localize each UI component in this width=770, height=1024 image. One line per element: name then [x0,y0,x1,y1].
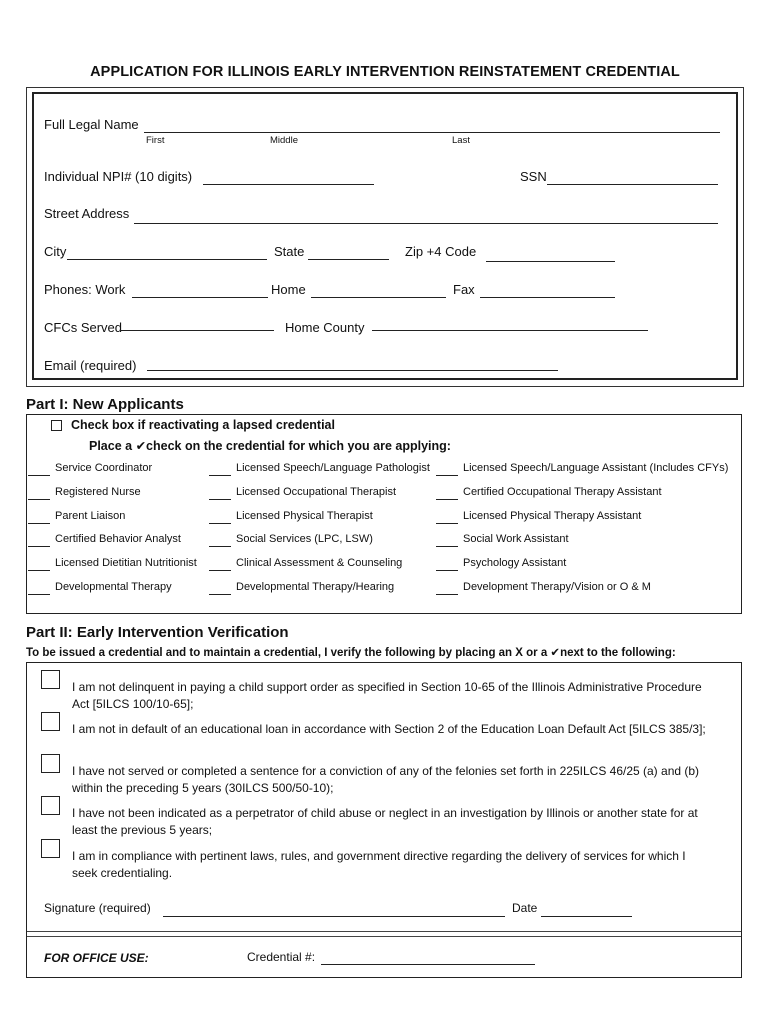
street-field[interactable] [134,223,718,224]
city-label: City [44,244,67,259]
verification-statement: I have not been indicated as a perpetrator of child abuse or neglect in an investigation by Illinois or another state for at least the previous 5 years; [72,806,698,837]
credential-number-label: Credential #: [247,950,316,964]
credential-check-blank[interactable] [436,499,458,500]
phones-work-label: Phones: Work [44,282,126,297]
credential-check-blank[interactable] [436,570,458,571]
verification-instruction: To be issued a credential and to maintain a credential, I verify the following by placing an X or a ✔next to the following: [26,647,676,659]
email-label: Email (required) [44,358,137,373]
office-divider-top [27,931,741,932]
full-legal-name-field[interactable] [144,132,720,133]
credential-check-blank[interactable] [28,546,50,547]
credential-check-blank[interactable] [436,594,458,595]
city-field[interactable] [67,259,267,260]
credential-check-blank[interactable] [209,523,231,524]
name-first-label: First [146,135,165,146]
cfcs-field[interactable] [120,330,274,331]
credential-check-blank[interactable] [436,475,458,476]
ssn-field[interactable] [547,184,718,185]
cfcs-label: CFCs Served [44,320,123,335]
verification-checkbox[interactable] [41,796,60,815]
credential-check-blank[interactable] [28,594,50,595]
credential-option-label: Licensed Speech/Language Assistant (Includes CFYs) [463,462,729,474]
part1-heading: Part I: New Applicants [26,396,184,413]
date-label: Date [512,901,538,915]
credential-check-blank[interactable] [28,523,50,524]
credential-instruction: Place a ✔check on the credential for which you are applying: [89,439,451,453]
zip-field[interactable] [486,261,615,262]
home-county-field[interactable] [372,330,648,331]
form-title: APPLICATION FOR ILLINOIS EARLY INTERVENTION REINSTATEMENT CREDENTIAL [90,64,680,80]
date-field[interactable] [541,916,632,917]
credential-check-blank[interactable] [209,499,231,500]
credential-check-blank[interactable] [209,594,231,595]
applicant-info-box [32,92,738,380]
verification-checkbox[interactable] [41,754,60,773]
name-middle-label: Middle [270,135,298,146]
street-label: Street Address [44,206,130,221]
name-last-label: Last [452,135,470,146]
credential-option-label: Developmental Therapy/Hearing [236,581,395,593]
credential-option-label: Parent Liaison [55,510,126,522]
credential-option-label: Social Services (LPC, LSW) [236,533,373,545]
state-field[interactable] [308,259,389,260]
part2-heading: Part II: Early Intervention Verification [26,624,289,641]
credential-check-blank[interactable] [209,546,231,547]
office-divider-bottom [27,936,741,937]
credential-number-field[interactable] [321,964,535,965]
credential-check-blank[interactable] [209,475,231,476]
full-legal-name-label: Full Legal Name [44,117,139,132]
credential-check-blank[interactable] [436,546,458,547]
phone-work-field[interactable] [132,297,268,298]
credential-option-label: Licensed Occupational Therapist [236,486,397,498]
office-use-label: FOR OFFICE USE: [44,951,149,965]
verification-statement: I am not in default of an educational loan in accordance with Section 2 of the Education Loan Default Act [5ILCS 385/3]; [72,722,706,736]
credential-option-label: Development Therapy/Vision or O & M [463,581,651,593]
verification-checkbox[interactable] [41,670,60,689]
npi-field[interactable] [203,184,374,185]
credential-option-label: Licensed Speech/Language Pathologist [236,462,430,474]
home-county-label: Home County [285,320,365,335]
credential-option-label: Certified Behavior Analyst [55,533,181,545]
state-label: State [274,244,305,259]
credential-check-blank[interactable] [28,570,50,571]
email-field[interactable] [147,370,558,371]
credential-option-label: Service Coordinator [55,462,153,474]
verification-checkbox[interactable] [41,839,60,858]
credential-option-label: Licensed Physical Therapist [236,510,373,522]
reactivate-checkbox[interactable] [51,420,62,431]
credential-check-blank[interactable] [28,475,50,476]
verification-statement: I am not delinquent in paying a child support order as specified in Section 10-65 of the Illinois Administrative Procedure Act [5ILCS 100/10-65]; [72,680,702,711]
signature-field[interactable] [163,916,505,917]
credential-check-blank[interactable] [209,570,231,571]
credential-option-label: Registered Nurse [55,486,141,498]
verification-statement: I have not served or completed a sentence for a conviction of any of the felonies set forth in 225ILCS 46/25 (a) and (b) within the preceding 5 years (30ILCS 500/50-10); [72,764,700,795]
ssn-label: SSN [520,169,547,184]
credential-option-label: Licensed Physical Therapy Assistant [463,510,642,522]
verification-checkbox[interactable] [41,712,60,731]
fax-field[interactable] [480,297,615,298]
reactivate-label: Check box if reactivating a lapsed credential [71,418,335,432]
credential-option-label: Psychology Assistant [463,557,567,569]
credential-check-blank[interactable] [28,499,50,500]
verification-statement: I am in compliance with pertinent laws, rules, and government directive regarding the delivery of services for which I seek credentialing. [72,849,686,880]
home-phone-label: Home [271,282,306,297]
credential-check-blank[interactable] [436,523,458,524]
zip-label: Zip +4 Code [405,244,477,259]
credential-option-label: Developmental Therapy [55,581,172,593]
credential-option-label: Social Work Assistant [463,533,569,545]
npi-label: Individual NPI# (10 digits) [44,169,193,184]
credential-option-label: Certified Occupational Therapy Assistant [463,486,662,498]
credential-option-label: Clinical Assessment & Counseling [236,557,403,569]
fax-label: Fax [453,282,475,297]
signature-label: Signature (required) [44,901,151,915]
phone-home-field[interactable] [311,297,446,298]
credential-option-label: Licensed Dietitian Nutritionist [55,557,197,569]
